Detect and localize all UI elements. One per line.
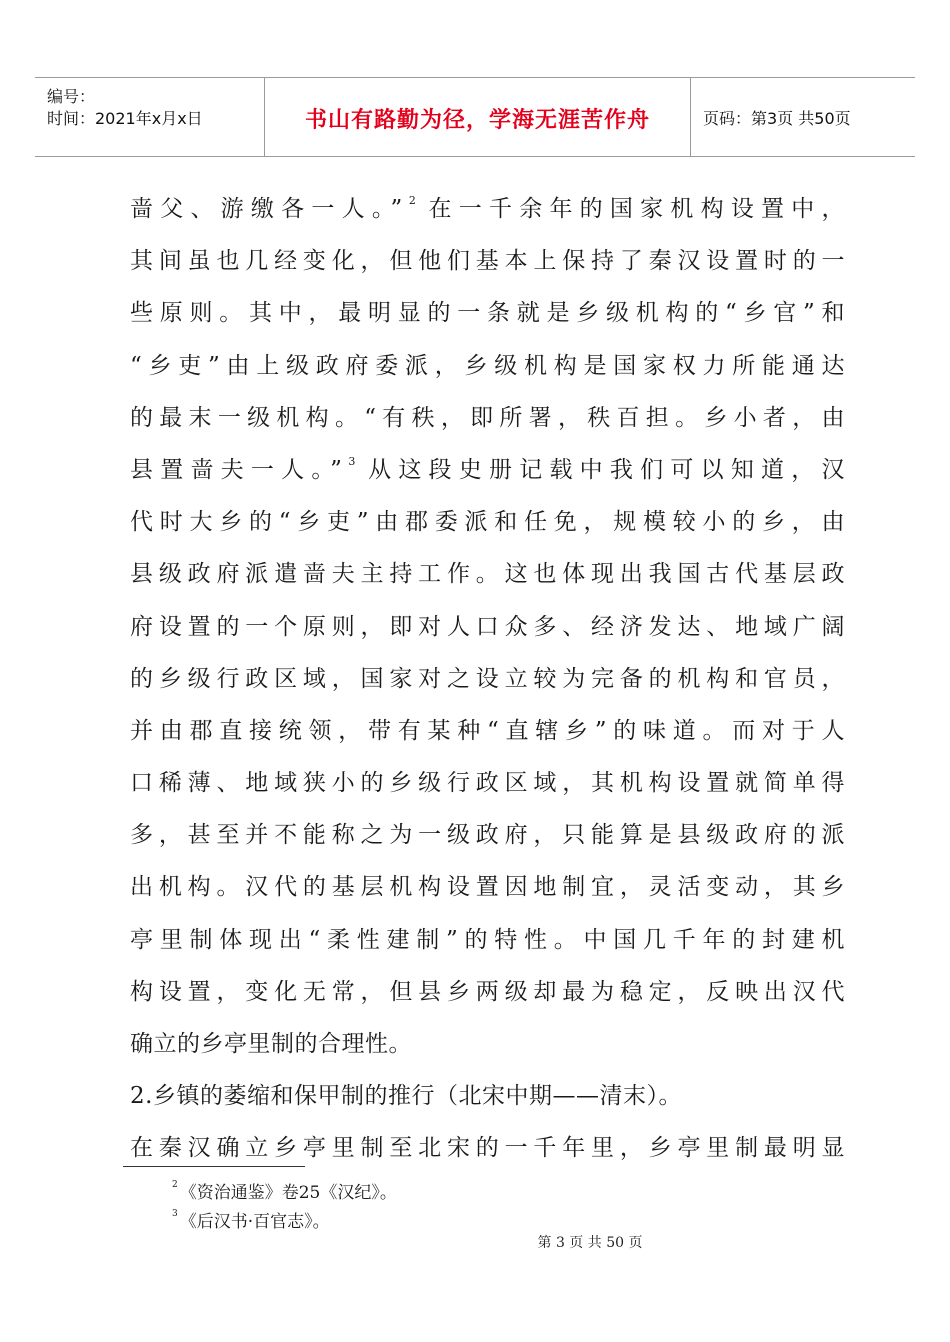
body-line: “乡吏”由上级政府委派，乡级机构是国家权力所能通达: [130, 352, 845, 379]
body-line: 县置啬夫一人。” $^3$ 从这段史册记载中我们可以知道，汉: [130, 454, 846, 483]
body-line: 啬父、游缴各一人。” $^2$ 在一千余年的国家机构设置中，: [130, 194, 845, 222]
page-code: 页码：第3页 共50页: [703, 109, 851, 128]
footnote-number: 3: [172, 1209, 178, 1219]
body-line: 其间虽也几经变化，但他们基本上保持了秦汉设置时的一: [130, 248, 845, 275]
header-left-cell: [35, 78, 265, 156]
body-line: 出机构。汉代的基层机构设置因地制宜，灵活变动，其乡: [130, 874, 845, 901]
motto-text: 书山有路勤为径，学海无涯苦作舟: [304, 108, 650, 133]
serial-label: 编号：: [47, 87, 96, 106]
section-heading: 2.乡镇的萎缩和保甲制的推行（北宋中期——清末）。: [130, 1083, 682, 1110]
body-line: 在秦汉确立乡亭里制至北宋的一千年里，乡亭里制最明显: [130, 1135, 845, 1162]
footnote-ref: 2: [408, 194, 416, 207]
page-header: [35, 77, 915, 157]
footnote-3: [172, 1207, 330, 1232]
body-line: 县级政府派遣啬夫主持工作。这也体现出我国古代基层政: [130, 561, 845, 588]
header-right-cell: [691, 78, 915, 156]
body-line: 些原则。其中，最明显的一条就是乡级机构的“乡官”和: [130, 300, 845, 327]
body-line: 代时大乡的“乡吏”由郡委派和任免，规模较小的乡，由: [130, 509, 845, 536]
body-line: 确立的乡亭里制的合理性。: [130, 1031, 412, 1057]
body-line: 亭里制体现出“柔性建制”的特性。中国几千年的封建机: [130, 926, 845, 953]
footnote-text: 《资治通鉴》卷25《汉纪》。: [179, 1183, 397, 1203]
document-body: [130, 183, 845, 1175]
time-label: 时间：2021年x月x日: [47, 109, 203, 128]
body-line: 的乡级行政区域，国家对之设立较为完备的机构和官员，: [130, 665, 845, 692]
footnote-ref: 3: [348, 454, 356, 468]
body-line: 的最末一级机构。“有秩，即所署，秩百担。乡小者，由: [130, 404, 845, 431]
body-line: 府设置的一个原则，即对人口众多、经济发达、地域广阔: [130, 613, 845, 640]
header-middle-cell: [265, 78, 691, 156]
body-line: 多，甚至并不能称之为一级政府，只能算是县级政府的派: [130, 822, 845, 849]
page-footer: [0, 1232, 950, 1252]
footnote-separator: [123, 1166, 305, 1167]
footnote-number: 2: [172, 1180, 178, 1190]
footnote-2: [172, 1178, 397, 1203]
footnote-text: 《后汉书·百官志》。: [179, 1212, 330, 1232]
body-line: 构设置，变化无常，但县乡两级却最为稳定，反映出汉代: [130, 978, 845, 1005]
body-line: 并由郡直接统领，带有某种“直辖乡”的味道。而对于人: [130, 717, 845, 744]
page-number-text: 第 3 页 共 50 页: [537, 1235, 643, 1251]
body-line: 口稀薄、地域狭小的乡级行政区域，其机构设置就简单得: [130, 770, 845, 797]
